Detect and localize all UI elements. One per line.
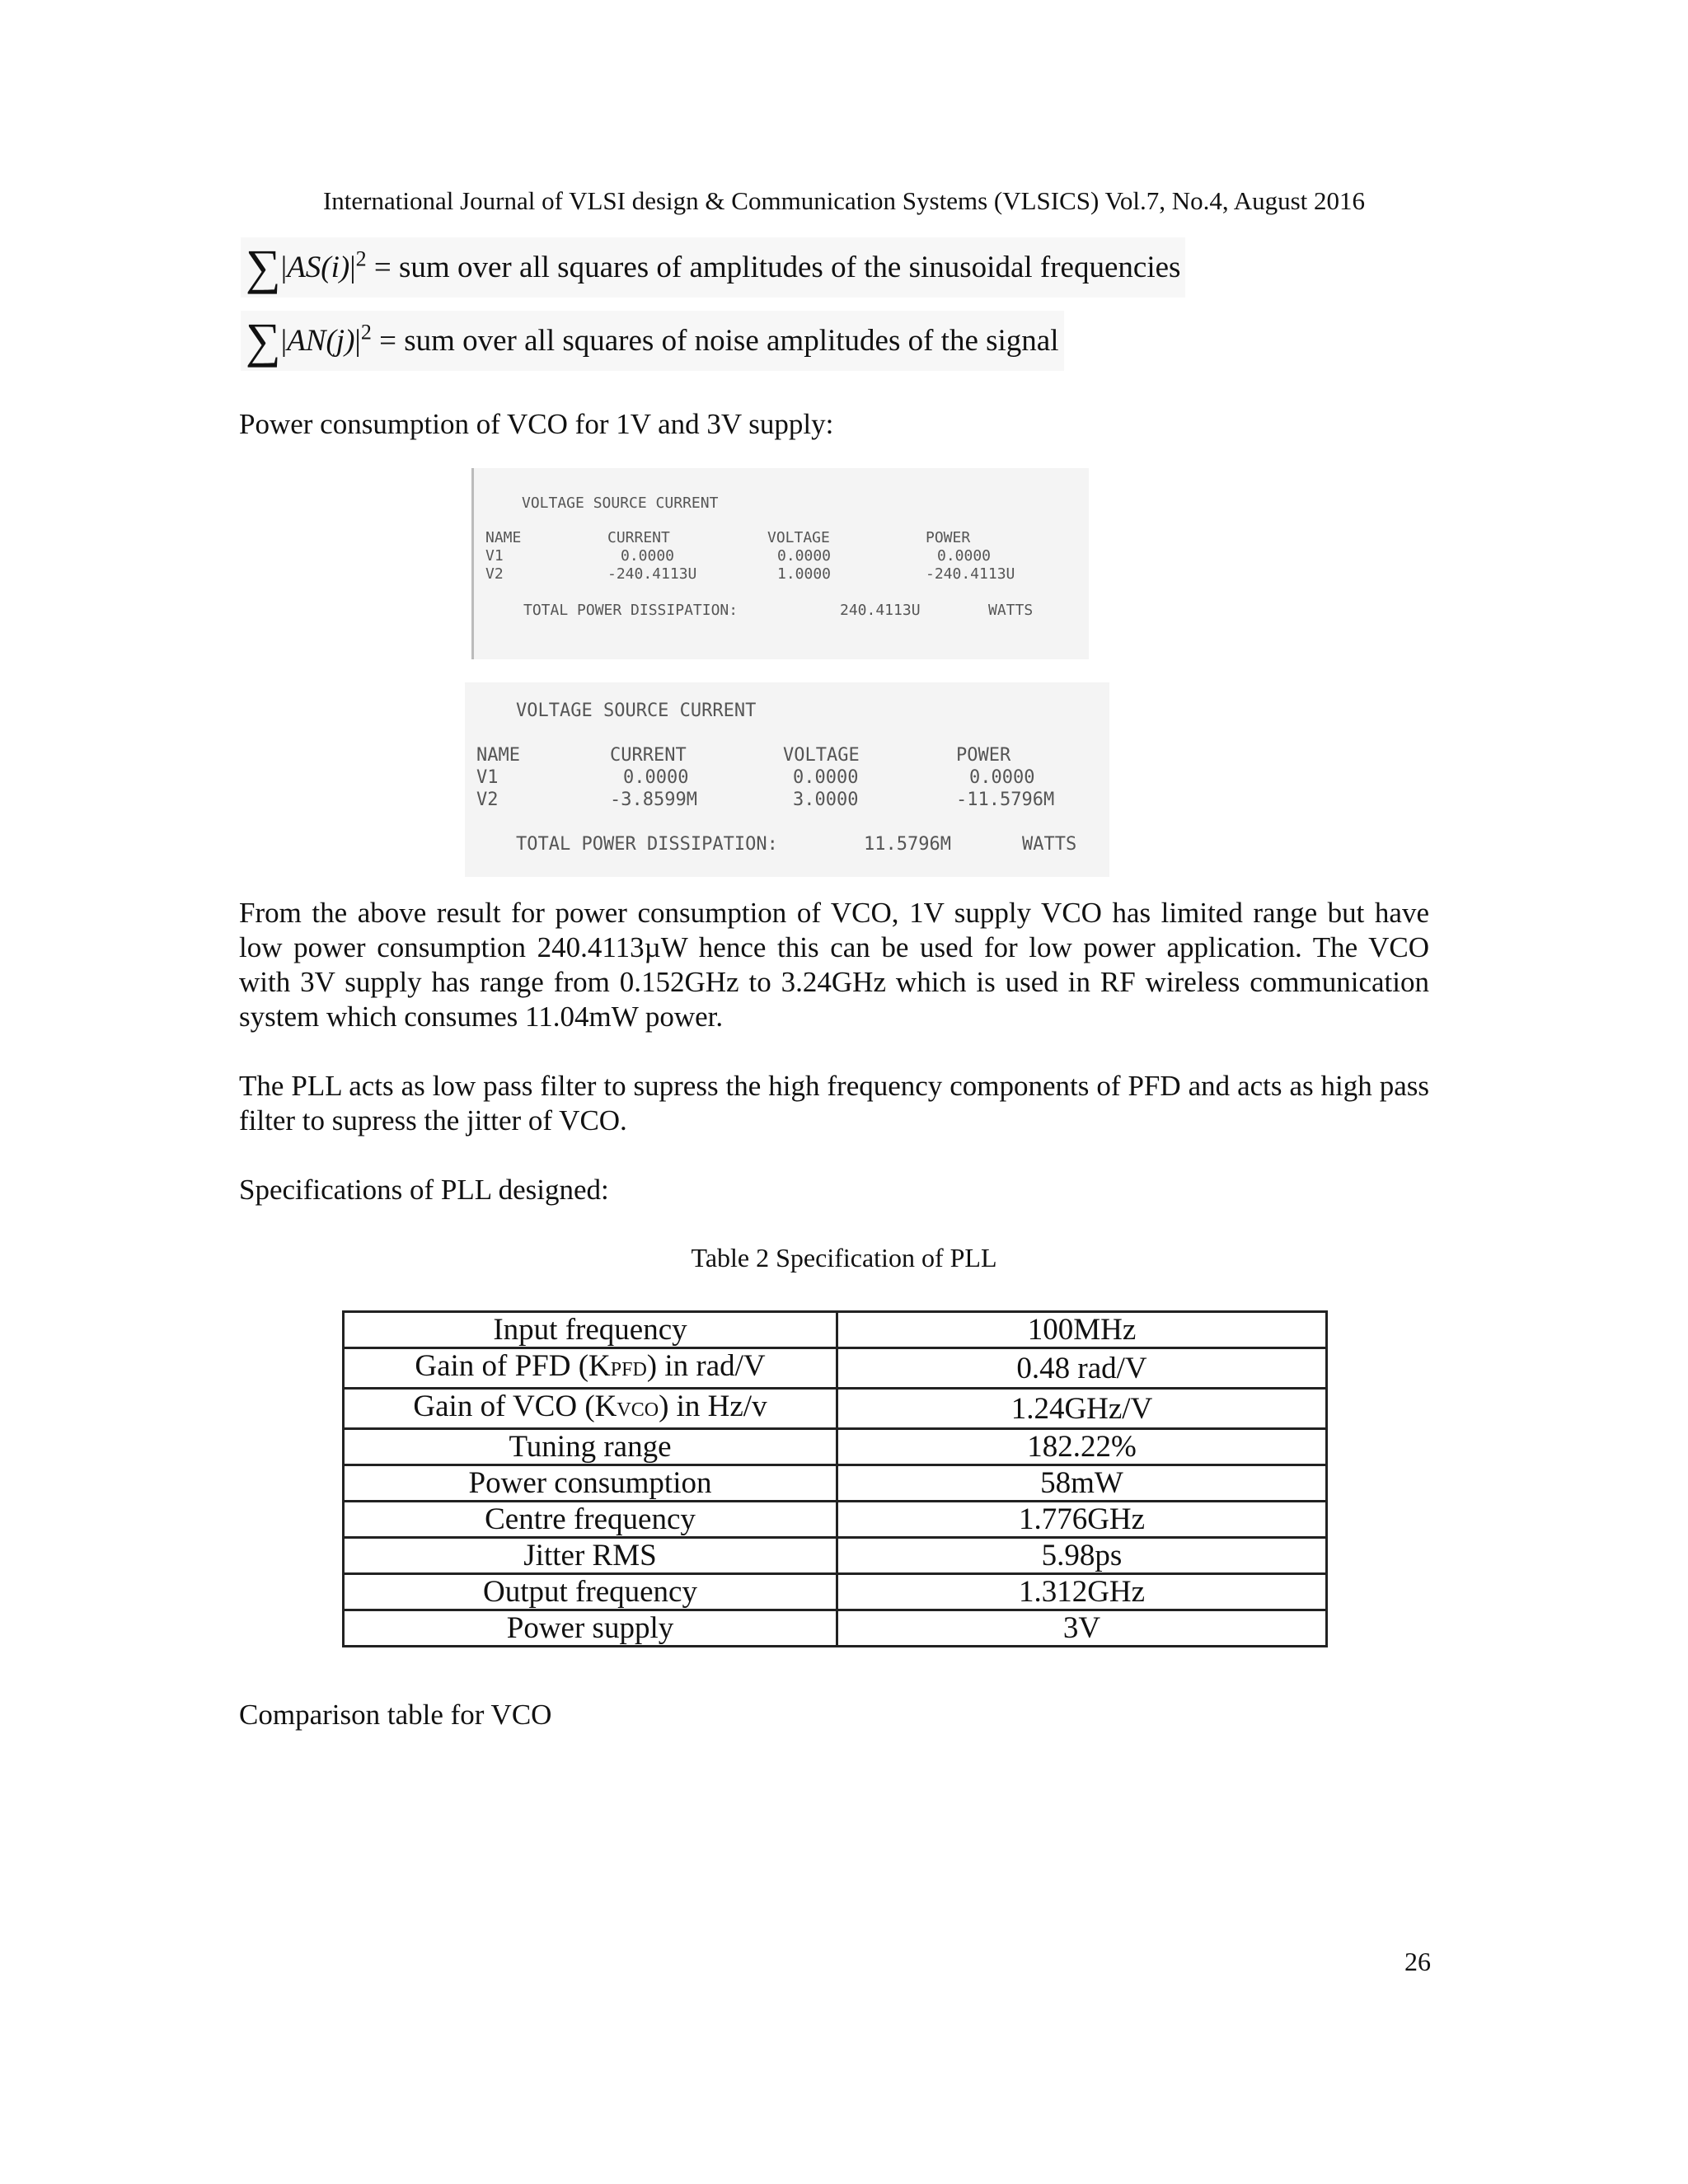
table-row — [344, 1348, 1327, 1389]
spice-total-label: TOTAL POWER DISSIPATION: — [523, 602, 738, 619]
table-row — [344, 1429, 1327, 1465]
equation-term: AS(i) — [287, 251, 350, 284]
comparison-heading: Comparison table for VCO — [239, 1699, 552, 1731]
spice-total-unit: WATTS — [988, 602, 1034, 619]
spice-cell: -240.4113U — [926, 565, 1015, 583]
table-caption: Table 2 Specification of PLL — [691, 1243, 997, 1272]
table-cell-value: 100MHz — [837, 1312, 1327, 1348]
spice-cell: -3.8599M — [610, 790, 697, 810]
table-row — [344, 1574, 1327, 1610]
table-cell-parameter: Power consumption — [344, 1465, 837, 1502]
table-cell-value: 1.776GHz — [837, 1502, 1327, 1538]
table-cell-parameter — [344, 1348, 837, 1389]
table-row — [344, 1465, 1327, 1502]
param-text: Gain of PFD (K — [415, 1349, 611, 1383]
equation-text: = sum over all squares of noise amplitudes of the signal — [371, 324, 1059, 358]
spice-header-name: NAME — [476, 745, 520, 766]
spice-output-3v — [465, 682, 1109, 877]
spice-cell: 0.0000 — [623, 767, 689, 788]
spice-header-name: NAME — [485, 529, 522, 546]
spice-title: VOLTAGE SOURCE CURRENT — [522, 494, 719, 512]
spice-cell: V1 — [476, 767, 499, 788]
spice-cell: V1 — [485, 547, 504, 565]
paragraph-power-analysis: From the above result for power consumption of VCO, 1V supply VCO has limited range but have low power consumption 240.4113µW hence this can be used for low power application. The VCO with 3V supply has range from 0.152GHz to 3.24GHz which is used in RF wireless communication system which consumes 11.04mW power. — [239, 897, 1429, 1033]
equation-text: = sum over all squares of amplitudes of the sinusoidal frequencies — [366, 251, 1181, 284]
spice-cell: 1.0000 — [777, 565, 832, 583]
table-cell-parameter: Power supply — [344, 1610, 837, 1647]
equation-noise-amplitudes: $\sum|AN(j)|^2$ = sum over all squares of noise amplitudes of the signal — [241, 311, 1064, 371]
spice-output-1v — [471, 468, 1089, 659]
spice-header-current: CURRENT — [610, 745, 687, 766]
spice-header-power: POWER — [956, 745, 1011, 766]
param-text: Gain of VCO (K — [413, 1390, 617, 1423]
table-cell-parameter: Jitter RMS — [344, 1538, 837, 1574]
spice-total-value: 11.5796M — [864, 834, 951, 855]
equation-sinusoid-amplitudes: $\sum|AS(i)|^2$ = sum over all squares of amplitudes of the sinusoidal frequencies — [241, 237, 1185, 298]
equation-term: AN(j) — [287, 324, 355, 358]
spice-cell: 0.0000 — [969, 767, 1035, 788]
spice-cell: 0.0000 — [937, 547, 992, 565]
table-row — [344, 1502, 1327, 1538]
table-row — [344, 1312, 1327, 1348]
spice-cell: V2 — [485, 565, 504, 583]
journal-header: International Journal of VLSI design & Communication Systems (VLSICS) Vol.7, No.4, August 2016 — [322, 186, 1366, 215]
spice-cell: 0.0000 — [793, 767, 859, 788]
table-cell-value: 5.98ps — [837, 1538, 1327, 1574]
equation-exponent: 2 — [355, 246, 367, 271]
spice-header-power: POWER — [926, 529, 971, 546]
table-cell-parameter — [344, 1389, 837, 1429]
table-row — [344, 1389, 1327, 1429]
spice-cell: -11.5796M — [956, 790, 1055, 810]
sigma-symbol: ∑ — [246, 240, 281, 294]
param-subscript: VCO — [617, 1399, 659, 1421]
spice-total-unit: WATTS — [1022, 834, 1077, 855]
spice-total-label: TOTAL POWER DISSIPATION: — [516, 834, 778, 855]
specifications-heading: Specifications of PLL designed: — [239, 1174, 609, 1206]
page-number: 26 — [1404, 1947, 1431, 1976]
table-cell-parameter: Input frequency — [344, 1312, 837, 1348]
table-cell-parameter: Tuning range — [344, 1429, 837, 1465]
spice-cell: 0.0000 — [777, 547, 832, 565]
table-row — [344, 1538, 1327, 1574]
table-cell-value: 0.48 rad/V — [837, 1348, 1327, 1389]
spice-cell: -240.4113U — [607, 565, 697, 583]
table-cell-parameter: Output frequency — [344, 1574, 837, 1610]
spice-header-voltage: VOLTAGE — [783, 745, 860, 766]
spice-cell: 0.0000 — [621, 547, 675, 565]
spice-cell: 3.0000 — [793, 790, 859, 810]
spice-total-value: 240.4113U — [840, 602, 921, 619]
param-subscript: PFD — [610, 1359, 647, 1380]
table-cell-value: 1.312GHz — [837, 1574, 1327, 1610]
spice-cell: V2 — [476, 790, 499, 810]
table-cell-value: 58mW — [837, 1465, 1327, 1502]
power-consumption-heading: Power consumption of VCO for 1V and 3V supply: — [239, 408, 834, 440]
spice-header-voltage: VOLTAGE — [767, 529, 830, 546]
sigma-symbol: ∑ — [246, 313, 281, 368]
table-cell-value: 182.22% — [837, 1429, 1327, 1465]
table-cell-value: 3V — [837, 1610, 1327, 1647]
param-text: ) in rad/V — [646, 1349, 766, 1383]
table-row — [344, 1610, 1327, 1647]
equation-exponent: 2 — [360, 320, 372, 344]
pll-specification-table — [342, 1310, 1328, 1647]
paragraph-pll-filter: The PLL acts as low pass filter to supress the high frequency components of PFD and acts as high pass filter to supress the jitter of VCO. — [239, 1070, 1429, 1137]
table-cell-value: 1.24GHz/V — [837, 1389, 1327, 1429]
spice-header-current: CURRENT — [607, 529, 670, 546]
spice-title: VOLTAGE SOURCE CURRENT — [516, 701, 757, 721]
param-text: ) in Hz/v — [659, 1390, 767, 1423]
table-cell-parameter: Centre frequency — [344, 1502, 837, 1538]
